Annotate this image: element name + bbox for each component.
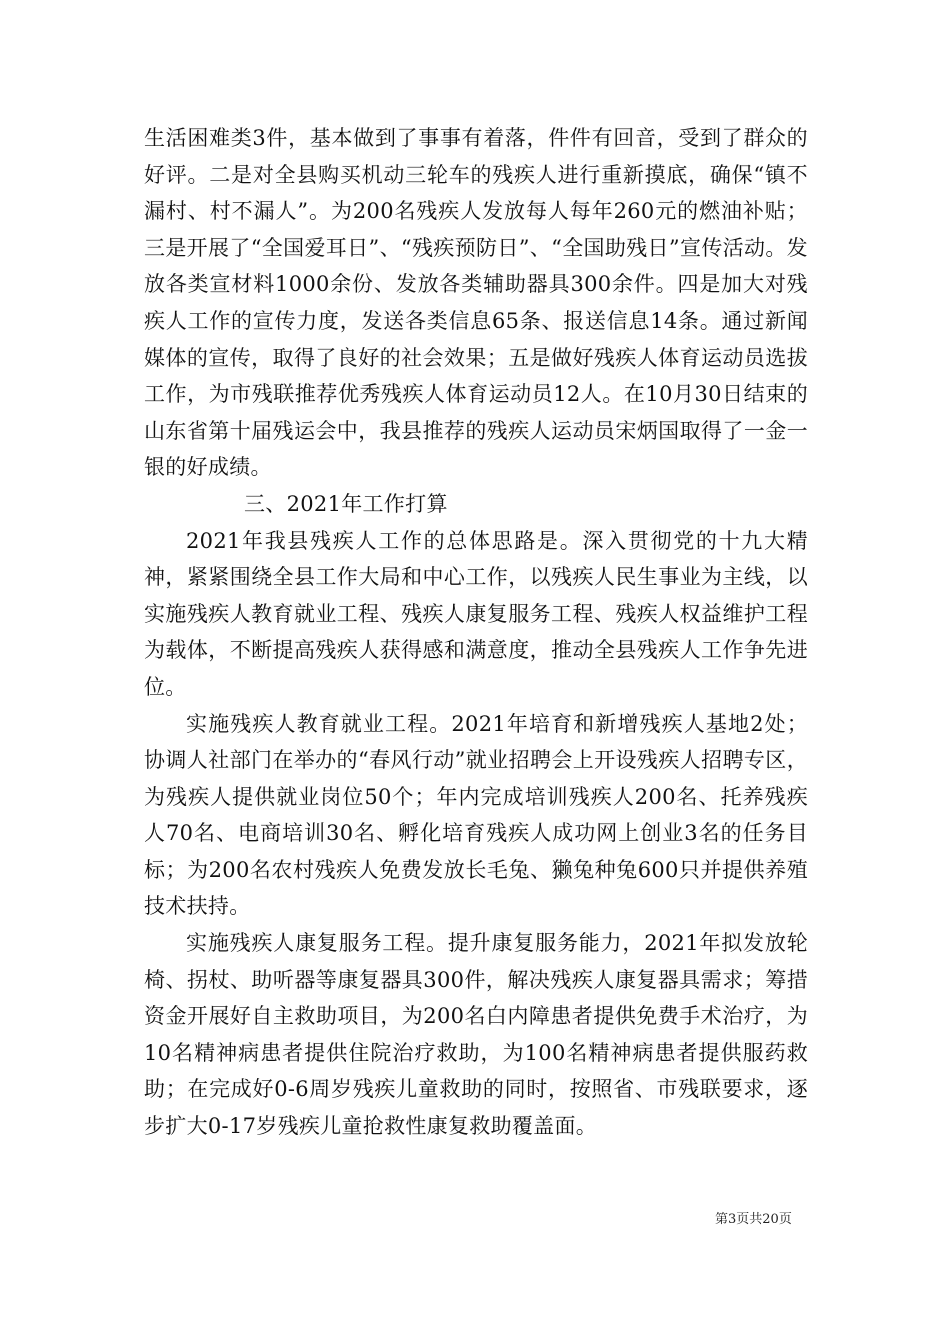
paragraph-continuation: 生活困难类3件，基本做到了事事有着落，件件有回音，受到了群众的好评。二是对全县购买机动三轮车的残疾人进行重新摸底，确保“镇不漏村、村不漏人”。为200名残疾人发放每人每年260元的燃油补贴；三是开展了“全国爱耳日”、“残疾预防日”、“全国助残日”宣传活动。发放各类宣材料1000余份、发放各类辅助器具300余件。四是加大对残疾人工作的宣传力度，发送各类信息65条、报送信息14条。通过新闻媒体的宣传，取得了良好的社会效果；五是做好残疾人体育运动员选拔工作，为市残联推荐优秀残疾人体育运动员12人。在10月30日结束的山东省第十届残运会中，我县推荐的残疾人运动员宋炳国取得了一金一银的好成绩。: [144, 126, 808, 480]
section-heading: 三、2021年工作打算: [244, 491, 448, 516]
document-body: [144, 120, 808, 1145]
paragraph-rehabilitation: 实施残疾人康复服务工程。提升康复服务能力，2021年拟发放轮椅、拐杖、助听器等康复器具300件，解决残疾人康复器具需求；筹措资金开展好自主救助项目，为200名白内障患者提供免费手术治疗，为10名精神病患者提供住院治疗救助，为100名精神病患者提供服药救助；在完成好0-6周岁残疾儿童救助的同时，按照省、市残联要求，逐步扩大0-17岁残疾儿童抢救性康复救助覆盖面。: [144, 931, 808, 1139]
paragraph-overall-plan: 2021年我县残疾人工作的总体思路是。深入贯彻党的十九大精神，紧紧围绕全县工作大局和中心工作，以残疾人民生事业为主线，以实施残疾人教育就业工程、残疾人康复服务工程、残疾人权益维护工程为载体，不断提高残疾人获得感和满意度，推动全县残疾人工作争先进位。: [144, 528, 808, 699]
paragraph-education-employment: 实施残疾人教育就业工程。2021年培育和新增残疾人基地2处；协调人社部门在举办的“春风行动”就业招聘会上开设残疾人招聘专区，为残疾人提供就业岗位50个；年内完成培训残疾人200名、托养残疾人70名、电商培训30名、孵化培育残疾人成功网上创业3名的任务目标；为200名农村残疾人免费发放长毛兔、獭兔种兔600只并提供养殖技术扶持。: [144, 711, 808, 919]
page-number-footer: 第3页共20页: [715, 1212, 792, 1227]
